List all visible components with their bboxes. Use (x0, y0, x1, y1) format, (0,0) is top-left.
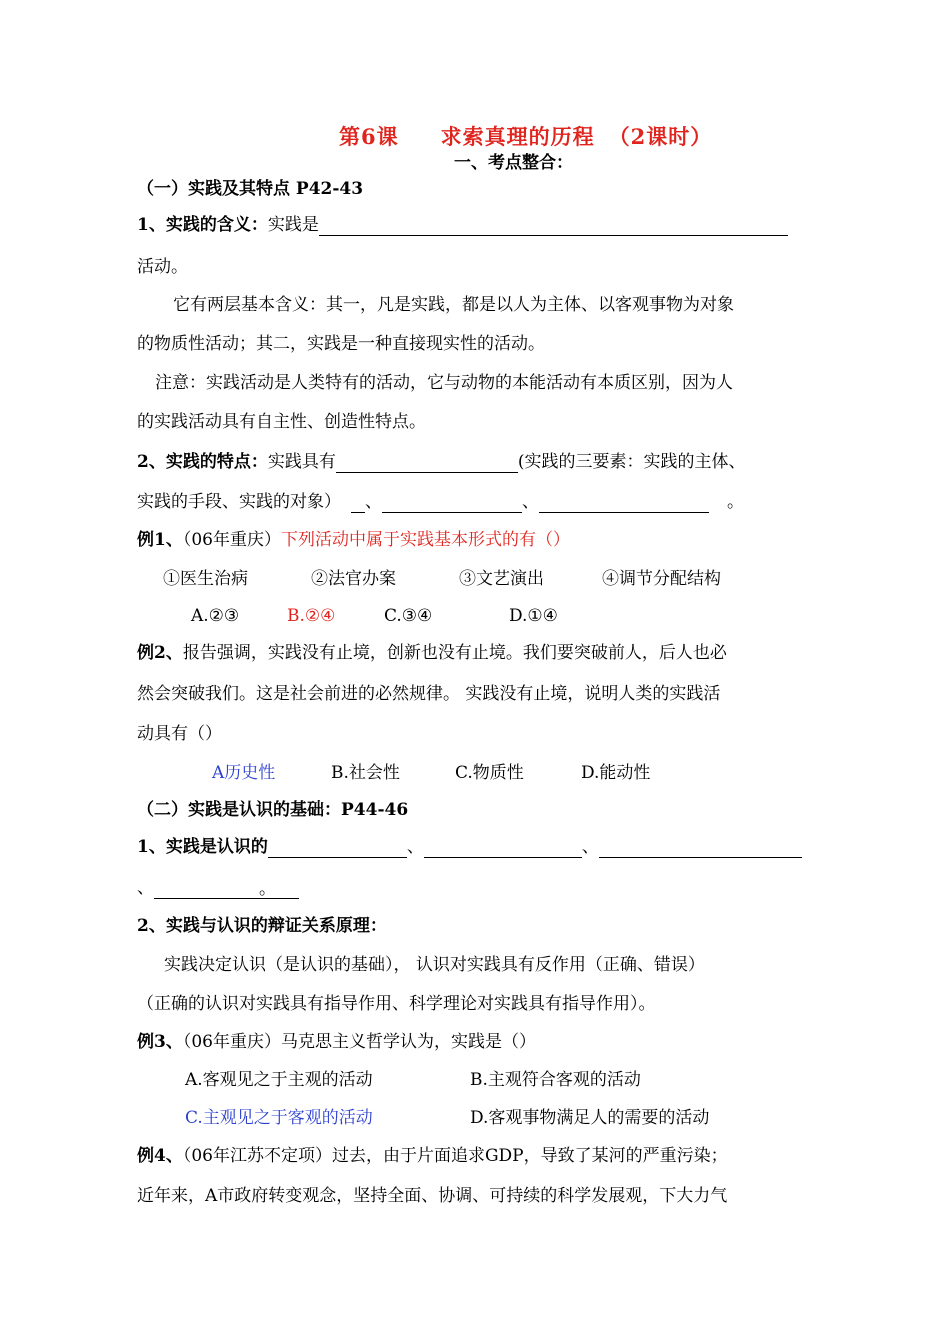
example-3-options-row1 (185, 1069, 641, 1091)
list-item: ④调节分配结构 (602, 569, 721, 589)
option-d: D.能动性 (581, 763, 651, 783)
lesson-title (339, 126, 712, 148)
part2-q1-label: 1、实践是认识的 (137, 837, 268, 857)
part1-q2-elements: 实践的手段、实践的对象） (137, 492, 341, 512)
example-text: （06年重庆）马克思主义哲学认为，实践是（） (182, 1032, 536, 1052)
option-c: C.物质性 (455, 763, 524, 783)
example-text: 近年来，A市政府转变观念，坚持全面、协调、可持续的科学发展观，下大力气 (137, 1186, 728, 1206)
part1-q2 (137, 451, 745, 473)
example-3-options-row2 (185, 1107, 709, 1129)
example-2 (137, 642, 727, 664)
part2-q1 (137, 836, 802, 858)
list-item: ①医生治病 (163, 569, 248, 589)
answer-blank (599, 837, 802, 858)
note-line: 的实践活动具有自主性、创造性特点。 (137, 412, 426, 432)
option-b: B.主观符合客观的活动 (470, 1070, 641, 1090)
example-label: 例1、 (137, 530, 183, 550)
option-a: A历史性 (212, 763, 276, 783)
option-c: C.主观见之于客观的活动 (185, 1108, 373, 1128)
example-text: （06年江苏不定项）过去，由于片面追求GDP，导致了某河的严重污染； (182, 1146, 728, 1166)
paragraph-line: 它有两层基本含义：其一，凡是实践，都是以人为主体、以客观事物为对象 (173, 295, 734, 315)
paragraph-line: （正确的认识对实践具有指导作用、科学理论对实践具有指导作用）。 (137, 994, 656, 1014)
example-question: 下列活动中属于实践基本形式的有（） (280, 530, 570, 550)
part1-q2-line2 (137, 491, 744, 513)
example-label: 例2、 (137, 643, 183, 663)
paragraph-line: 实践决定认识（是认识的基础）， 认识对实践具有反作用（正确、错误） (164, 955, 705, 975)
part1-heading: （一）实践及其特点 P42-43 (137, 179, 364, 199)
separator: 、 (581, 837, 599, 857)
answer-blank (268, 837, 407, 858)
list-item: ③文艺演出 (459, 569, 544, 589)
separator: 、 (406, 837, 424, 857)
list-item: ②法官办案 (311, 569, 396, 589)
example-1-options (191, 605, 558, 627)
period: 。 (259, 878, 299, 899)
answer-blank (336, 452, 518, 473)
lesson-number: 第6课 (339, 124, 399, 149)
paragraph-line: 的物质性活动；其二，实践是一种直接现实性的活动。 (137, 334, 545, 354)
option-c: C.③④ (384, 606, 433, 626)
part1-q1-label: 1、实践的含义： (137, 215, 268, 235)
example-1 (137, 529, 570, 551)
section-heading: 一、考点整合： (454, 153, 573, 173)
option-a: A.②③ (191, 606, 240, 626)
answer-blank (382, 492, 522, 513)
part1-q2-label: 2、实践的特点： (137, 452, 268, 472)
lesson-hours: （2课时） (608, 124, 713, 149)
option-d: D.客观事物满足人的需要的活动 (470, 1108, 710, 1128)
answer-blank (319, 215, 788, 236)
example-text: 报告强调，实践没有止境，创新也没有止境。我们要突破前人，后人也必 (182, 643, 727, 663)
example-text: 然会突破我们。这是社会前进的必然规律。 实践没有止境，说明人类的实践活 (137, 684, 721, 704)
option-b: B.②④ (287, 606, 336, 626)
answer-blank (424, 837, 582, 858)
part2-heading: （二）实践是认识的基础：P44-46 (137, 800, 409, 820)
example-2-options (212, 762, 650, 784)
lesson-name: 求索真理的历程 (440, 124, 595, 149)
example-label: 例4、 (137, 1146, 183, 1166)
separator: 、 (365, 492, 382, 512)
note-line: 注意：实践活动是人类特有的活动，它与动物的本能活动有本质区别，因为人 (155, 373, 733, 393)
period: 。 (727, 492, 744, 512)
part1-q2-text: 实践具有 (267, 452, 336, 472)
part1-q1-end: 活动。 (137, 257, 188, 277)
example-4 (137, 1145, 728, 1167)
answer-blank (539, 492, 709, 513)
part2-q1-line2 (137, 877, 299, 899)
answer-blank (351, 492, 365, 513)
example-3 (137, 1031, 536, 1053)
example-source: （06年重庆） (182, 530, 281, 550)
option-d: D.①④ (509, 606, 558, 626)
example-1-items (163, 568, 721, 590)
example-label: 例3、 (137, 1032, 183, 1052)
option-b: B.社会性 (331, 763, 400, 783)
part2-q2-label: 2、实践与认识的辩证关系原理： (137, 916, 387, 936)
part1-q2-paren: (实践的三要素：实践的主体、 (517, 452, 746, 472)
part1-q1 (137, 214, 788, 236)
option-a: A.客观见之于主观的活动 (185, 1070, 373, 1090)
example-text: 动具有（） (137, 724, 222, 744)
separator: 、 (522, 492, 539, 512)
part1-q1-text: 实践是 (267, 215, 319, 235)
separator: 、 (137, 878, 154, 898)
answer-blank (154, 878, 259, 899)
